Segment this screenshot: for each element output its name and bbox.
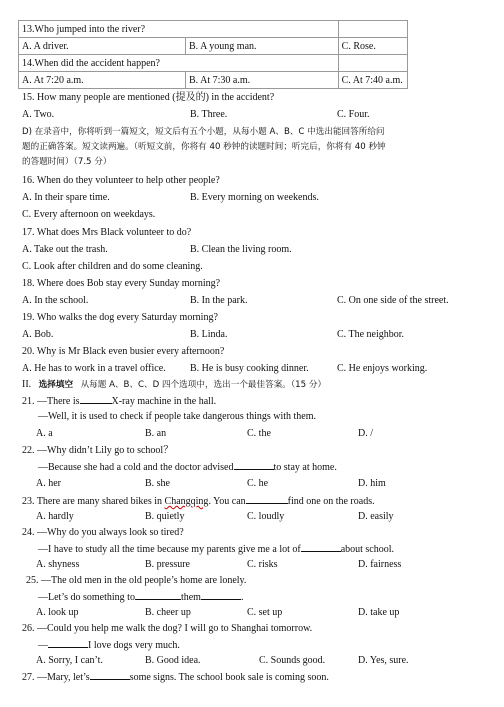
section-number: II. (22, 379, 32, 390)
answer-blank (234, 460, 274, 470)
option-b: B. In the park. (190, 295, 248, 306)
question-25: 25. —The old men in the old people’s home are lonely. (26, 575, 247, 586)
question-24-line-2: —I have to study all the time because my parents give me a lot of about school. (38, 544, 395, 555)
question-23: 23. There are many shared bikes in Changqing. You can find one on the roads. (22, 496, 375, 507)
answer-blank (90, 670, 130, 680)
option-c: C. Four. (337, 109, 370, 120)
option-a: A. Sorry, I can’t. (36, 655, 103, 666)
option-c: C. Look after children and do some cleaning. (22, 261, 203, 272)
question-24: 24. —Why do you always look so tired? (22, 527, 184, 538)
question-20: 20. Why is Mr Black even busier every afternoon? (22, 346, 225, 357)
section-d-instructions-2: 题的正确答案。短文读两遍。（听短文前，你将有 40 秒钟的读题时间；听完后，你将有 40 秒钟 (22, 142, 386, 152)
option-c: C. On one side of the street. (337, 295, 449, 306)
section-2-heading (22, 378, 326, 392)
option-b: B. Linda. (190, 329, 228, 340)
question-18: 18. Where does Bob stay every Sunday morning? (22, 278, 221, 289)
option-c: C. At 7:40 a.m. (338, 72, 407, 89)
answer-blank (301, 542, 341, 552)
option-a: A. He has to work in a travel office. (22, 363, 166, 374)
option-a: A. a (36, 428, 53, 439)
question-15: 15. How many people are mentioned (提及的) in the accident? (22, 92, 275, 103)
option-a: A. her (36, 478, 61, 489)
answer-table (18, 20, 408, 89)
section-instructions: 从每题 A、B、C、D 四个选项中，选出一个最佳答案。（15 分） (80, 380, 327, 390)
option-a: A. At 7:20 a.m. (19, 72, 186, 89)
table-question: 13.Who jumped into the river? (19, 21, 339, 38)
option-d: D. / (358, 428, 373, 439)
answer-blank (246, 494, 288, 504)
option-b: B. At 7:30 a.m. (186, 72, 339, 89)
question-21: 21. —There is X-ray machine in the hall. (22, 396, 217, 407)
answer-blank (201, 590, 241, 600)
question-22-line-2: —Because she had a cold and the doctor advised to stay at home. (38, 462, 337, 473)
section-title: 选择填空 (38, 380, 74, 390)
option-c: C. Rose. (338, 38, 407, 55)
question-19: 19. Who walks the dog every Saturday morning? (22, 312, 218, 323)
answer-blank (80, 394, 112, 404)
option-c: C. the (247, 428, 271, 439)
option-b: B. He is busy cooking dinner. (190, 363, 309, 374)
option-a: A. Bob. (22, 329, 54, 340)
table-row (19, 38, 408, 55)
question-22: 22. —Why didn’t Lily go to school？ (22, 445, 174, 456)
spellcheck-word: Changqing (164, 496, 209, 507)
option-a: A. hardly (36, 511, 74, 522)
option-b: B. she (145, 478, 170, 489)
option-a: A. shyness (36, 559, 80, 570)
section-d-instructions-3: 的答题时间）（7.5 分） (22, 157, 112, 167)
option-c: C. The neighbor. (337, 329, 405, 340)
option-d: D. fairness (358, 559, 402, 570)
option-d: D. him (358, 478, 386, 489)
option-b: B. A young man. (186, 38, 339, 55)
option-b: B. pressure (145, 559, 190, 570)
question-16: 16. When do they volunteer to help other people? (22, 175, 220, 186)
question-26-line-2: — I love dogs very much. (38, 640, 180, 651)
option-c: C. risks (247, 559, 278, 570)
option-b: B. an (145, 428, 167, 439)
option-b: B. cheer up (145, 607, 191, 618)
option-d: D. take up (358, 607, 400, 618)
option-b: B. Three. (190, 109, 228, 120)
table-question: 14.When did the accident happen? (19, 55, 339, 72)
option-b: B. quietly (145, 511, 185, 522)
option-d: D. Yes, sure. (358, 655, 409, 666)
option-c: C. he (247, 478, 269, 489)
answer-blank (135, 590, 181, 600)
question-26: 26. —Could you help me walk the dog? I will go to Shanghai tomorrow. (22, 623, 313, 634)
option-a: A. In the school. (22, 295, 89, 306)
option-d: D. easily (358, 511, 394, 522)
table-row (19, 21, 408, 38)
option-a: A. Take out the trash. (22, 244, 108, 255)
option-b: B. Clean the living room. (190, 244, 292, 255)
option-c: C. Every afternoon on weekdays. (22, 209, 156, 220)
option-a: A. In their spare time. (22, 192, 110, 203)
answer-blank (48, 638, 88, 648)
option-b: B. Good idea. (145, 655, 201, 666)
option-a: A. A driver. (19, 38, 186, 55)
option-a: A. Two. (22, 109, 55, 120)
option-c: C. Sounds good. (259, 655, 326, 666)
question-25-line-2: —Let’s do something to them . (38, 592, 244, 603)
question-27: 27. —Mary, let’s some signs. The school book sale is coming soon. (22, 672, 329, 683)
option-c: C. set up (247, 607, 283, 618)
option-b: B. Every morning on weekends. (190, 192, 319, 203)
table-row (19, 55, 408, 72)
question-21-line-2: —Well, it is used to check if people take dangerous things with them. (38, 411, 317, 422)
section-d-instructions-1: D) 在录音中，你将听到一篇短文，短文后有五个小题，从每小题 A、B、C 中选出能回答所给问 (22, 127, 385, 137)
option-c: C. He enjoys working. (337, 363, 428, 374)
option-a: A. look up (36, 607, 79, 618)
table-row (19, 72, 408, 89)
question-17: 17. What does Mrs Black volunteer to do? (22, 227, 192, 238)
option-c: C. loudly (247, 511, 285, 522)
